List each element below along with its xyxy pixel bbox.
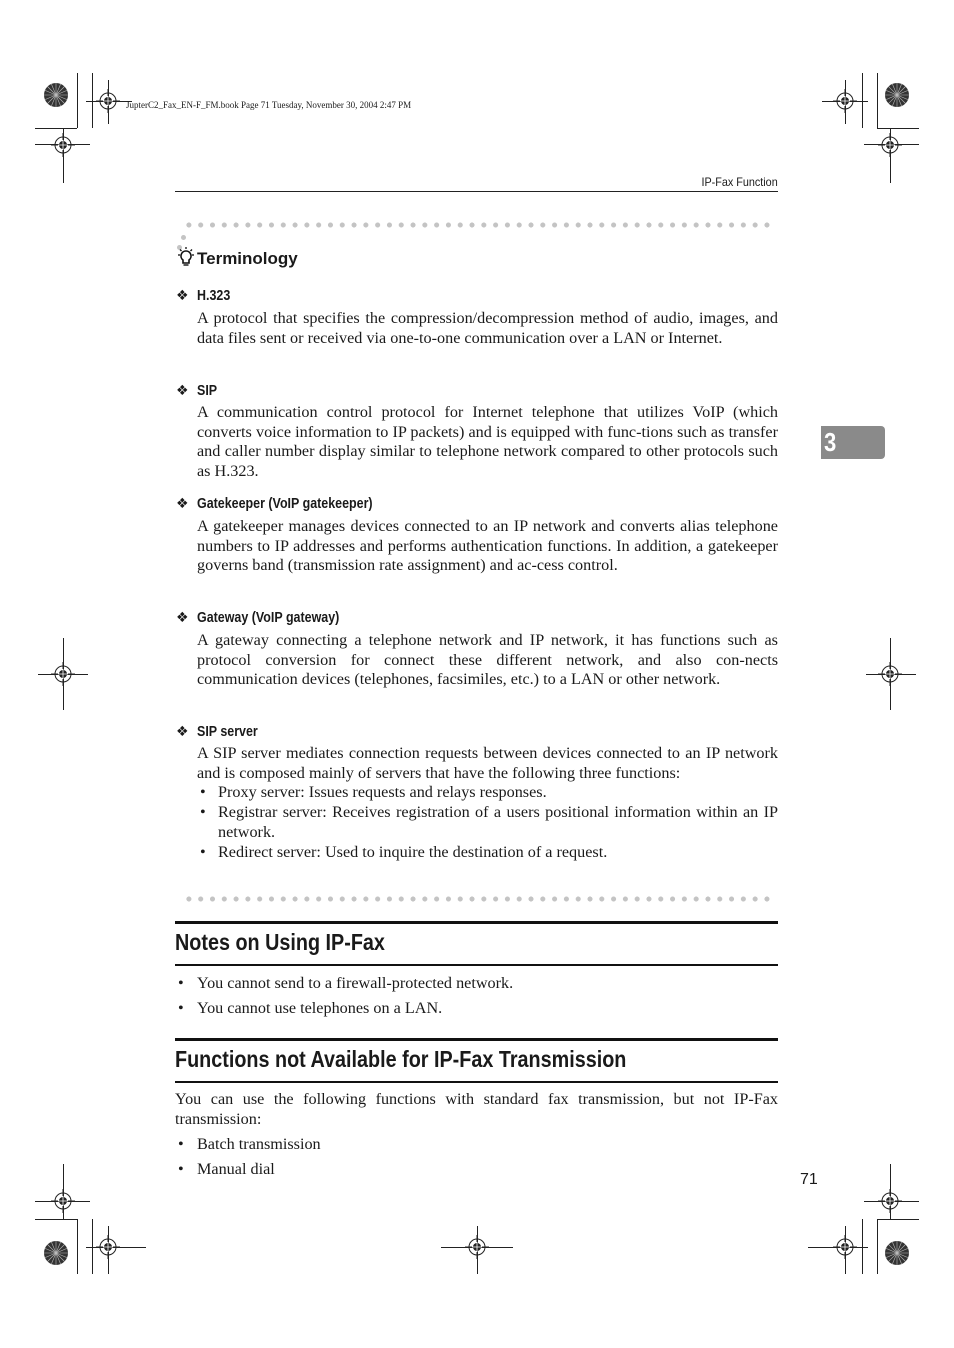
list-item: • Registrar server: Receives registration of a users positional information within an IP network.	[197, 803, 778, 842]
running-head: IP-Fax Function	[701, 175, 778, 189]
term-label: Gatekeeper (VoIP gatekeeper)	[197, 496, 373, 512]
file-info: JupterC2_Fax_EN-F_FM.book Page 71 Tuesday, November 30, 2004 2:47 PM	[126, 100, 412, 110]
term-heading	[176, 383, 220, 399]
term-heading	[176, 724, 268, 740]
section-rule-bottom	[175, 1081, 778, 1083]
section-title: Functions not Available for IP-Fax Transmission	[175, 1046, 627, 1072]
term-definition: A communication control protocol for Internet telephone that utilizes VoIP (which converts voice information to IP packets) and is equipped with func-tions such as transfer and caller number display similar to telephone network compared to other protocols such as H.323.	[197, 403, 778, 481]
term-label: SIP	[197, 383, 218, 399]
section-intro: You can use the following functions with standard fax transmission, but not IP-Fax transmission:	[175, 1090, 778, 1128]
term-definition	[197, 744, 778, 862]
terminology-title: Terminology	[197, 249, 298, 268]
section-title: Notes on Using IP-Fax	[175, 929, 385, 955]
term-definition: A gatekeeper manages devices connected to an IP network and converts alias telephone numbers to IP addresses and performs authentication functions. In addition, a gatekeeper governs band (transmission rate assignment) and ac-cess control.	[197, 517, 778, 575]
header-rule	[175, 191, 778, 192]
list-item: • Proxy server: Issues requests and relays responses.	[197, 783, 778, 803]
term-definition: A protocol that specifies the compression/decompression method of audio, images, and data files sent or received via one-to-one communication over a LAN or Internet.	[197, 309, 778, 347]
term-heading	[176, 288, 236, 304]
dotted-border-left	[181, 235, 186, 240]
diamond-bullet-icon: ❖	[176, 496, 189, 512]
term-label: H.323	[197, 288, 231, 304]
diamond-bullet-icon: ❖	[176, 724, 189, 740]
term-heading	[176, 610, 362, 626]
diamond-bullet-icon: ❖	[176, 288, 189, 304]
list-item: • You cannot send to a firewall-protected network.	[175, 974, 778, 999]
page-number: 71	[800, 1171, 818, 1188]
term-label: SIP server	[197, 724, 258, 740]
list-item: • Redirect server: Used to inquire the destination of a request.	[197, 843, 778, 863]
diamond-bullet-icon: ❖	[176, 610, 189, 626]
term-label: Gateway (VoIP gateway)	[197, 610, 340, 626]
list-item: • You cannot use telephones on a LAN.	[175, 999, 778, 1024]
lightbulb-icon	[175, 247, 197, 269]
section-rule-top	[175, 1038, 778, 1041]
chapter-tab	[821, 426, 885, 459]
chapter-number: 3	[824, 427, 837, 457]
section-rule-top	[175, 921, 778, 924]
section-rule-bottom	[175, 964, 778, 966]
functions-list	[175, 1135, 778, 1185]
term-heading	[176, 496, 401, 512]
term-definition-text: A SIP server mediates connection requests between devices connected to an IP network and is composed mainly of servers that have the following three functions:	[197, 744, 778, 782]
dotted-border-top	[183, 222, 775, 228]
term-definition: A gateway connecting a telephone network and IP network, it has functions such as protocol conversion for connect these different network, and also con-nects communication devices (telephones, facsimiles, etc.) to a LAN or other network.	[197, 631, 778, 689]
sip-server-functions-list	[197, 783, 778, 862]
list-item: • Batch transmission	[175, 1135, 778, 1160]
list-item: • Manual dial	[175, 1160, 778, 1185]
dotted-border-bottom	[183, 896, 775, 902]
diamond-bullet-icon: ❖	[176, 383, 189, 399]
notes-list	[175, 974, 778, 1024]
